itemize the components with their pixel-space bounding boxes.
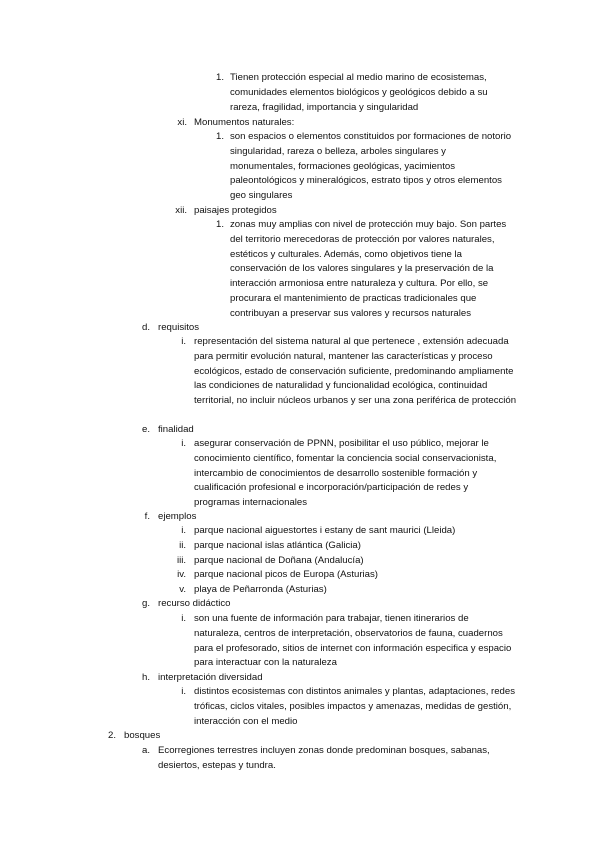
list-marker: v.	[179, 584, 186, 595]
list-marker: g.	[141, 598, 150, 609]
list-text: son una fuente de información para trabajar, tienen itinerarios de naturaleza, centros de interpretación, observatorios de fauna, cuadernos para el profesorado, sitios de internet con información especifica y espacio para interactuar con la naturaleza	[194, 613, 512, 669]
list-text: requisitos	[158, 322, 200, 333]
list-marker: d.	[141, 322, 150, 333]
list-text: recurso didáctico	[158, 598, 231, 609]
list-marker: i.	[181, 525, 186, 536]
list-marker: i.	[181, 438, 186, 449]
list-marker: 1.	[215, 131, 224, 142]
list-text: finalidad	[158, 424, 194, 435]
list-marker: f.	[144, 511, 150, 522]
list-marker: iii.	[176, 555, 186, 566]
list-marker: a.	[141, 745, 150, 756]
list-marker: 2.	[107, 730, 116, 741]
list-text: representación del sistema natural al que pertenece , extensión adecuada para permitir evolución natural, mantener las características y proceso ecológicos, estado de conservación suficiente, predominando ampliamente las condiciones de naturalidad y funcionalidad ecológica, continuidad territorial, no incluir núcleos urbanos y ser una zona periférica de protección	[194, 336, 517, 407]
list-text: parque nacional islas atlántica (Galicia)	[194, 540, 361, 551]
list-text: interpretación diversidad	[158, 672, 263, 683]
list-text: playa de Peñarronda (Asturias)	[194, 584, 327, 595]
list-text: bosques	[124, 730, 161, 741]
list-text: paisajes protegidos	[194, 205, 277, 216]
list-marker: h.	[141, 672, 150, 683]
list-text: zonas muy amplias con nivel de protección muy bajo. Son partes del territorio merecedoras de protección por valores naturales, estéticos y culturales. Además, como objetivos tiene la conservación de los valores singulares y la preservación de la interacción armoniosa entre naturaleza y cultura. Por ello, se procurara el mantenimiento de practicas tradicionales que contribuyan a preservar sus valores y recursos naturales	[230, 219, 507, 319]
list-text: Ecorregiones terrestres incluyen zonas donde predominan bosques, sabanas, desiertos, estepas y tundra.	[158, 745, 490, 771]
list-text: son espacios o elementos constituidos por formaciones de notorio singularidad, rareza o belleza, arboles singulares y monumentales, formaciones geológicas, yacimientos paleontológicos y mineralógicos, estrato tipos y otros elementos geo singulares	[230, 131, 512, 202]
list-text: asegurar conservación de PPNN, posibilitar el uso público, mejorar le conocimiento científico, fomentar la conciencia social conservacionista, intercambio de conocimientos de desarrollo sostenible formación y cualificación profesional e incorporación/participación de redes y programas internacionales	[194, 438, 497, 509]
list-marker: ii.	[179, 540, 186, 551]
list-marker: i.	[181, 686, 186, 697]
list-marker: iv.	[177, 569, 186, 580]
list-marker: 1.	[215, 72, 224, 83]
list-text: parque nacional de Doñana (Andalucía)	[194, 555, 364, 566]
list-text: Tienen protección especial al medio marino de ecosistemas, comunidades elementos biológicos y geológicos debido a su rareza, fragilidad, importancia y singularidad	[230, 72, 488, 113]
list-text: parque nacional aiguestortes i estany de sant maurici (Lleida)	[194, 525, 456, 536]
list-marker: xii.	[175, 205, 187, 216]
list-marker: xi.	[177, 117, 187, 128]
list-text: distintos ecosistemas con distintos animales y plantas, adaptaciones, redes tróficas, ciclos vitales, posibles impactos y amenazas, medidas de gestión, interacción con el medio	[194, 686, 516, 727]
list-text: ejemplos	[158, 511, 197, 522]
list-marker: 1.	[215, 219, 224, 230]
list-text: Monumentos naturales:	[194, 117, 295, 128]
list-text: parque nacional picos de Europa (Asturias)	[194, 569, 378, 580]
list-marker: e.	[141, 424, 150, 435]
list-marker: i.	[181, 613, 186, 624]
list-marker: i.	[181, 336, 186, 347]
